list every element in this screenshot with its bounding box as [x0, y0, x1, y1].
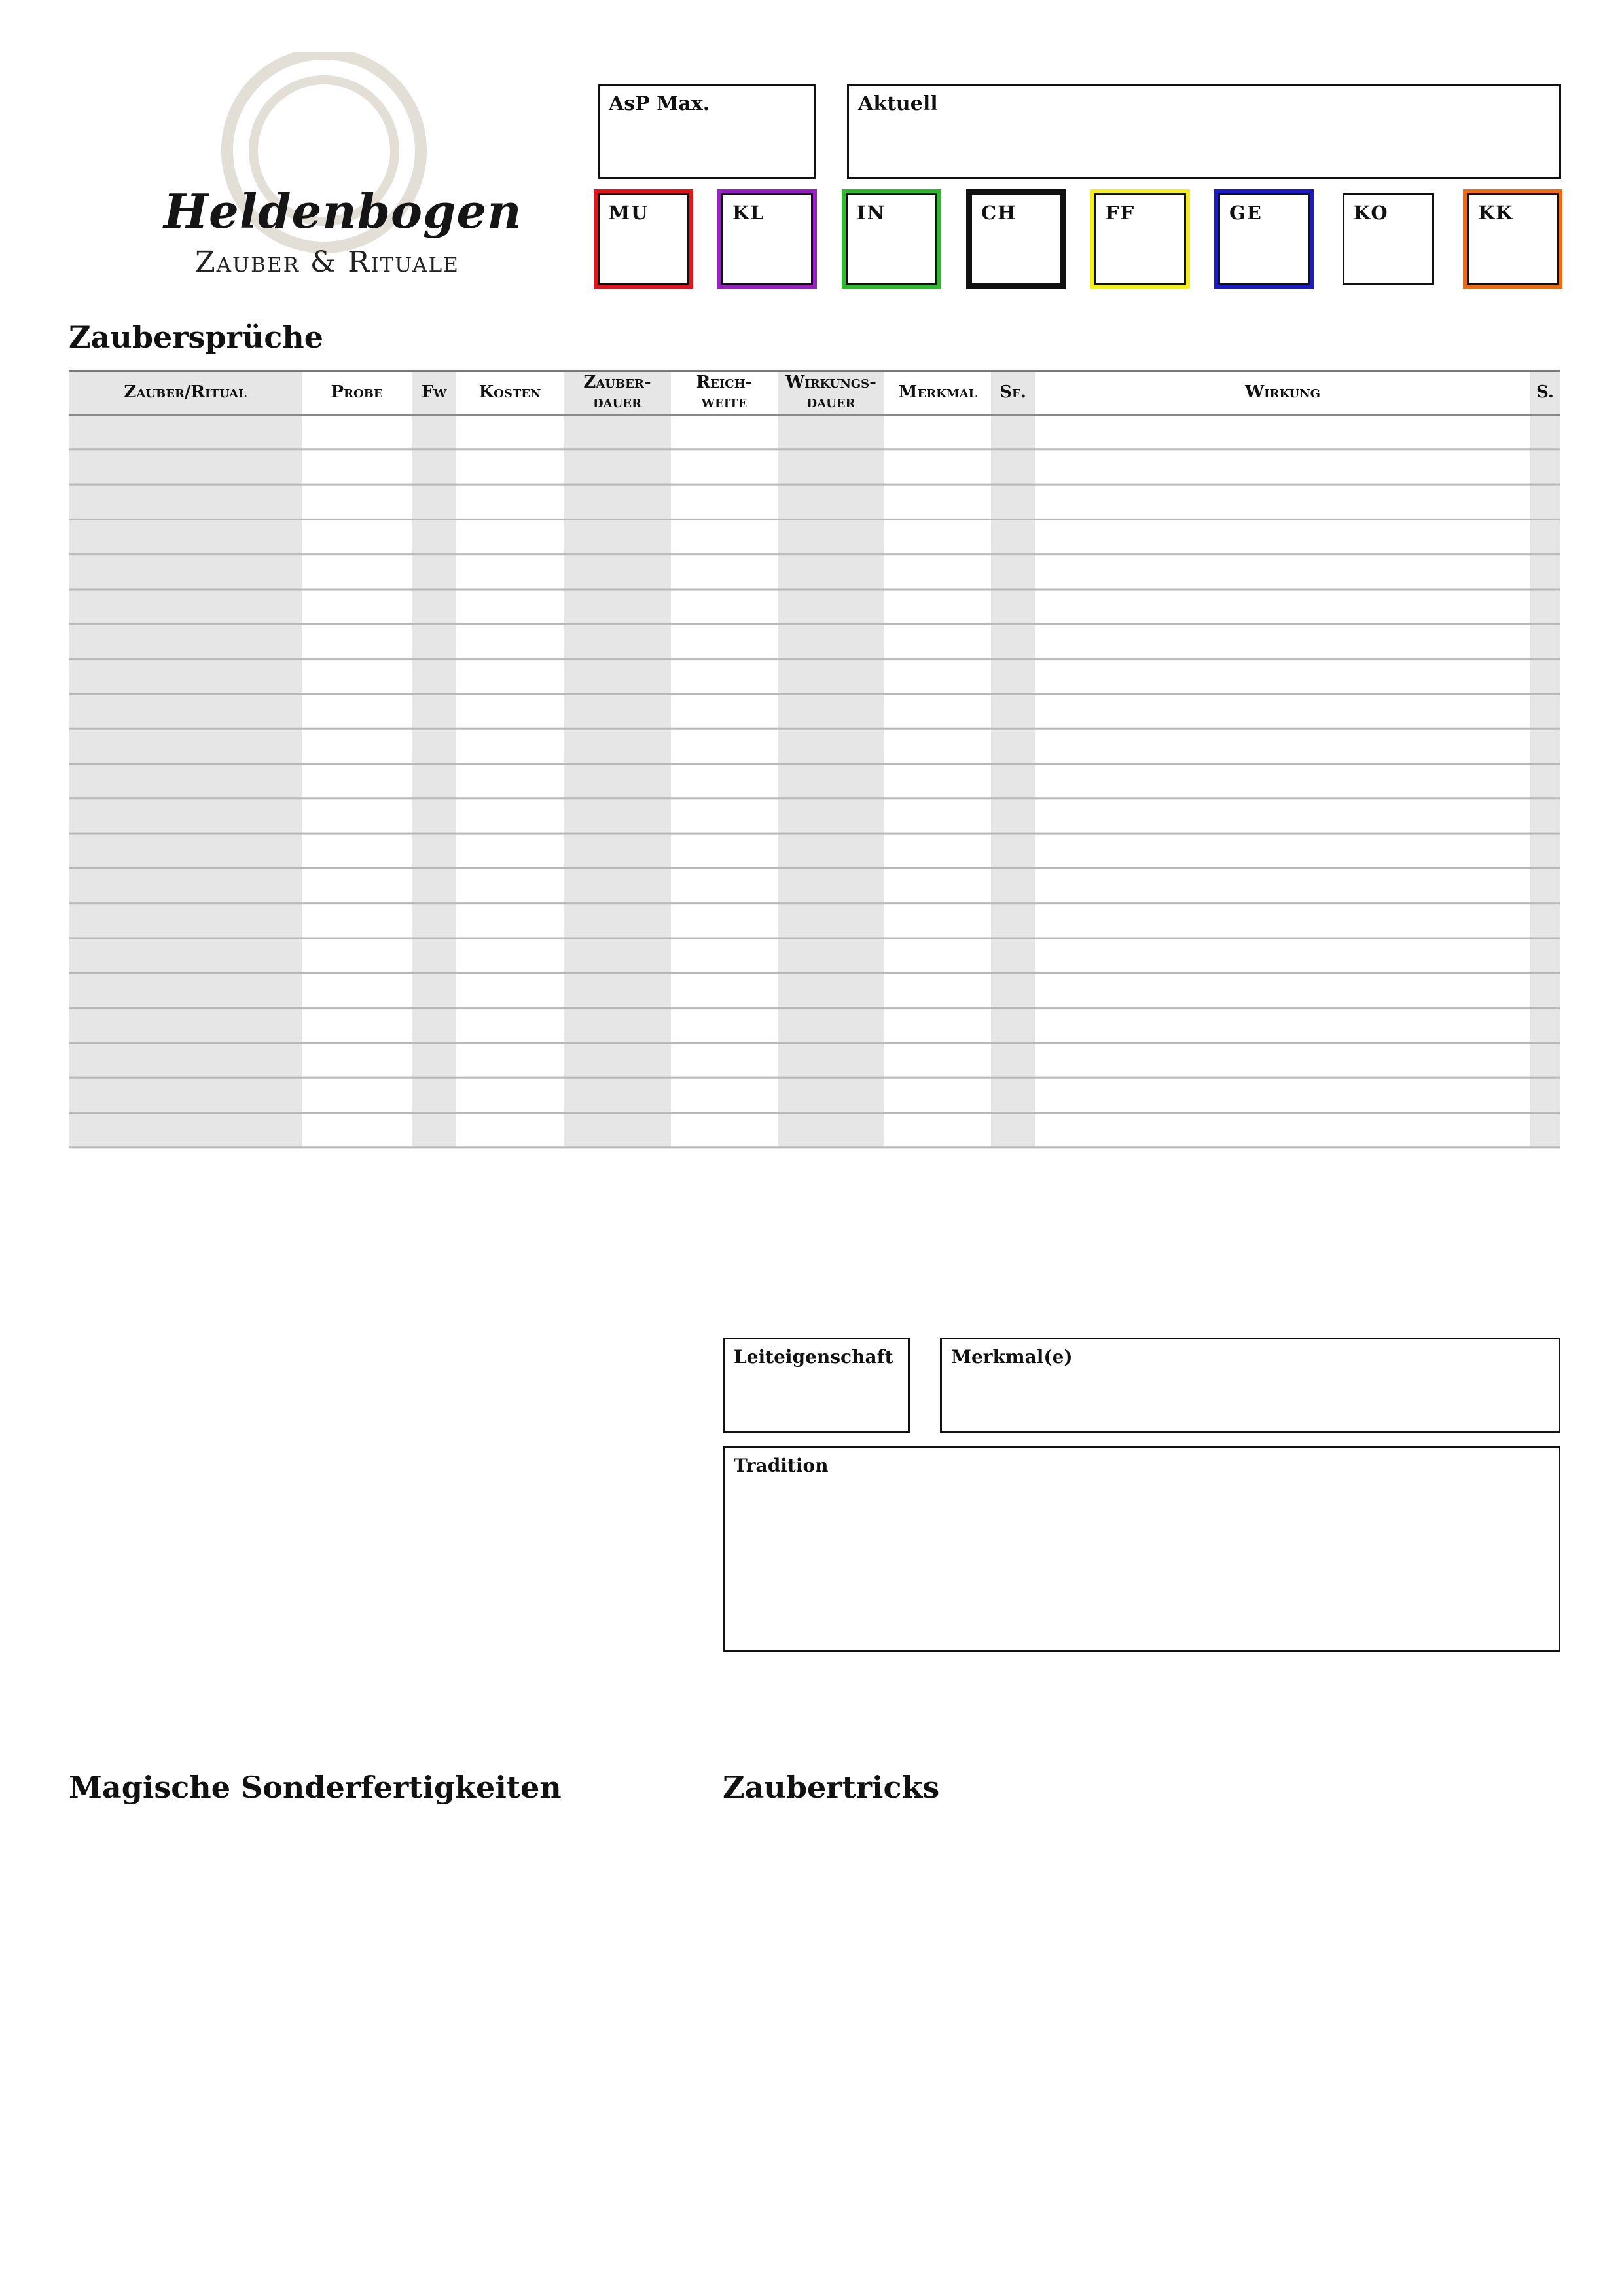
tradition-field[interactable] — [723, 1446, 1560, 1652]
table-row-line — [69, 728, 1560, 730]
attribute-value-box — [970, 193, 1062, 285]
column-shade — [69, 370, 302, 1147]
attribute-ch-field[interactable] — [966, 189, 1066, 289]
column-header: Probe — [331, 382, 383, 402]
column-shade — [1530, 370, 1560, 1147]
attribute-in-field[interactable] — [842, 189, 941, 289]
table-row-line — [69, 902, 1560, 904]
attribute-label: IN — [857, 202, 886, 224]
column-header: Fw — [421, 382, 447, 402]
table-row-line — [69, 693, 1560, 695]
attribute-label: GE — [1229, 202, 1263, 224]
spells-section-title: Zaubersprüche — [69, 319, 323, 355]
attribute-label: FF — [1106, 202, 1136, 224]
column-header: Zauber/Ritual — [124, 382, 247, 402]
tradition-label: Tradition — [734, 1455, 829, 1476]
table-row-line — [69, 1007, 1560, 1009]
merkmale-label: Merkmal(e) — [951, 1346, 1073, 1368]
column-header: Kosten — [478, 382, 541, 402]
table-row-line — [69, 972, 1560, 974]
table-row-line — [69, 448, 1560, 450]
column-header: Merkmal — [898, 382, 977, 402]
table-row-line — [69, 623, 1560, 625]
table-row-line — [69, 763, 1560, 765]
heldenbogen-logo — [164, 52, 522, 288]
logo-subtitle: Zauber & Rituale — [195, 246, 460, 279]
attribute-ge-field[interactable] — [1214, 189, 1314, 289]
attribute-label: CH — [981, 202, 1017, 224]
spell-table-grid — [69, 370, 1560, 1149]
table-row-line — [69, 797, 1560, 799]
table-row-line — [69, 1112, 1560, 1114]
column-header: Wirkungs- dauer — [785, 373, 876, 412]
magic-special-abilities-title: Magische Sonderfertigkeiten — [69, 1770, 562, 1805]
table-row-line — [69, 589, 1560, 591]
attribute-value-box — [598, 193, 689, 285]
column-header: Wirkung — [1244, 382, 1321, 402]
column-header: Sf. — [1000, 382, 1026, 402]
attribute-kl-field[interactable] — [717, 189, 817, 289]
table-row-line — [69, 867, 1560, 869]
table-row-line — [69, 658, 1560, 660]
attribute-label: KK — [1478, 202, 1514, 224]
leiteigenschaft-label: Leiteigenschaft — [734, 1346, 893, 1368]
cantrips-title: Zaubertricks — [723, 1770, 940, 1805]
attribute-kk-field[interactable] — [1463, 189, 1562, 289]
asp-aktuell-field[interactable] — [847, 84, 1561, 179]
table-row-line — [69, 1077, 1560, 1079]
table-row-line — [69, 553, 1560, 555]
table-row-line — [69, 938, 1560, 939]
attribute-value-box — [721, 193, 813, 285]
attribute-label: MU — [609, 202, 649, 224]
table-row-line — [69, 833, 1560, 835]
leiteigenschaft-field[interactable] — [723, 1338, 910, 1433]
table-row-line — [69, 484, 1560, 486]
column-shade — [412, 370, 456, 1147]
spell-table — [69, 370, 1560, 1149]
column-header: S. — [1536, 382, 1554, 402]
asp-aktuell-label: Aktuell — [858, 92, 938, 115]
column-shade — [991, 370, 1035, 1147]
attribute-mu-field[interactable] — [594, 189, 693, 289]
attribute-label: KO — [1354, 202, 1389, 224]
merkmale-field[interactable] — [940, 1338, 1560, 1433]
logo-title: Heldenbogen — [164, 183, 522, 239]
attribute-value-box — [1467, 193, 1559, 285]
asp-max-label: AsP Max. — [609, 92, 710, 115]
column-header: Reich- weite — [696, 373, 753, 412]
table-row-line — [69, 1146, 1560, 1148]
attribute-ff-field[interactable] — [1090, 189, 1190, 289]
table-row-line — [69, 519, 1560, 520]
attribute-label: KL — [732, 202, 765, 224]
column-shade — [564, 370, 671, 1147]
attribute-value-box — [846, 193, 937, 285]
column-header: Zauber- dauer — [583, 373, 651, 412]
table-row-line — [69, 1042, 1560, 1044]
asp-max-field[interactable] — [598, 84, 816, 179]
attribute-value-box — [1343, 193, 1434, 285]
column-shade — [778, 370, 884, 1147]
attribute-value-box — [1094, 193, 1186, 285]
attribute-ko-field[interactable] — [1339, 189, 1438, 289]
attribute-value-box — [1218, 193, 1310, 285]
